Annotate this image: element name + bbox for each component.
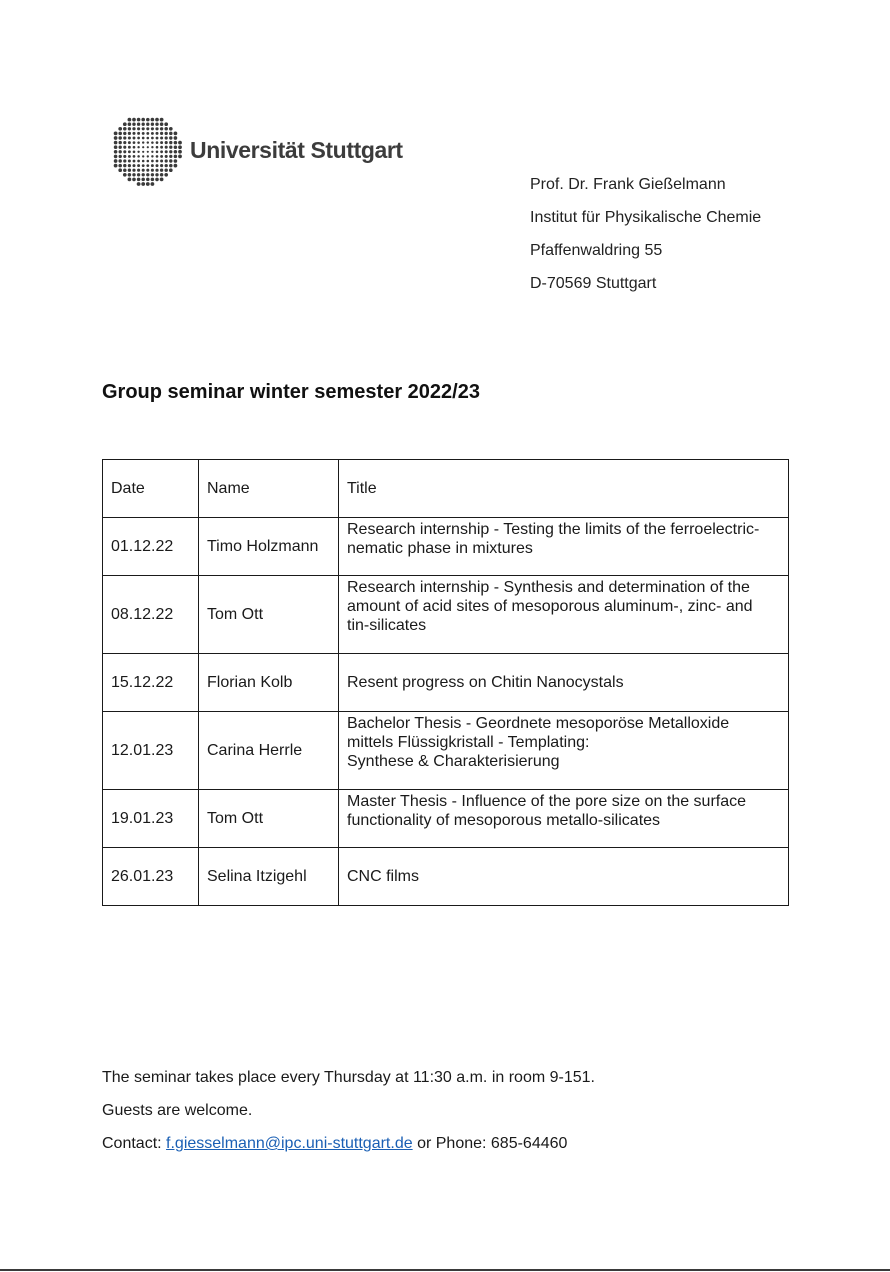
row-title-line: Bachelor Thesis - Geordnete mesoporöse Metalloxide <box>347 715 730 732</box>
row-name: Florian Kolb <box>199 654 339 712</box>
row-title <box>339 848 789 906</box>
contact-email-link[interactable]: f.giesselmann@ipc.uni-stuttgart.de <box>166 1135 413 1152</box>
seminar-schedule-table <box>102 459 789 906</box>
column-header-title: Title <box>339 460 789 518</box>
row-title <box>339 576 789 654</box>
row-title-line: Master Thesis - Influence of the pore size on the surface <box>347 793 747 810</box>
guests-note: Guests are welcome. <box>102 1102 253 1119</box>
row-title <box>339 654 789 712</box>
row-date: 12.01.23 <box>103 712 199 790</box>
bottom-divider <box>0 1269 890 1271</box>
row-title-line: nematic phase in mixtures <box>347 540 533 557</box>
row-title <box>339 790 789 848</box>
address-line-street: Pfaffenwaldring 55 <box>530 242 663 259</box>
table-row <box>103 518 789 576</box>
row-title-line: Research internship - Testing the limits of the ferroelectric- <box>347 521 760 538</box>
contact-line <box>102 1132 595 1165</box>
row-date: 01.12.22 <box>103 518 199 576</box>
row-name: Carina Herrle <box>199 712 339 790</box>
contact-label: Contact: <box>102 1135 167 1152</box>
table-row <box>103 576 789 654</box>
row-title <box>339 518 789 576</box>
address-block <box>530 172 761 304</box>
row-title-line: functionality of mesoporous metallo-silicates <box>347 812 661 829</box>
university-logo <box>108 112 403 188</box>
row-title-line: mittels Flüssigkristall - Templating: <box>347 734 590 751</box>
university-emblem-icon <box>108 112 184 188</box>
table-row <box>103 848 789 906</box>
row-name: Tom Ott <box>199 790 339 848</box>
row-name: Tom Ott <box>199 576 339 654</box>
table-header-row <box>103 460 789 518</box>
row-title-line: Resent progress on Chitin Nanocystals <box>347 674 624 691</box>
page-title: Group seminar winter semester 2022/23 <box>102 381 480 403</box>
address-line-institute: Institut für Physikalische Chemie <box>530 209 762 226</box>
address-line-city: D-70569 Stuttgart <box>530 275 657 292</box>
row-title <box>339 712 789 790</box>
row-date: 26.01.23 <box>103 848 199 906</box>
contact-phone: or Phone: 685-64460 <box>412 1135 568 1152</box>
table-row <box>103 654 789 712</box>
address-line-name: Prof. Dr. Frank Gießelmann <box>530 176 726 193</box>
row-title-line: CNC films <box>347 868 419 885</box>
row-date: 08.12.22 <box>103 576 199 654</box>
logo-wordmark: Universität Stuttgart <box>190 136 403 163</box>
row-name: Selina Itzigehl <box>199 848 339 906</box>
row-title-line: amount of acid sites of mesoporous aluminum-, zinc- and <box>347 598 753 615</box>
row-title-line: tin-silicates <box>347 617 427 634</box>
footer-notes <box>102 1066 595 1165</box>
column-header-date: Date <box>103 460 199 518</box>
row-title-line: Synthese & Charakterisierung <box>347 753 560 770</box>
column-header-name: Name <box>199 460 339 518</box>
table-row <box>103 790 789 848</box>
table-row <box>103 712 789 790</box>
row-title-line: Research internship - Synthesis and determination of the <box>347 579 750 596</box>
schedule-note: The seminar takes place every Thursday at 11:30 a.m. in room 9-151. <box>102 1069 595 1086</box>
row-date: 19.01.23 <box>103 790 199 848</box>
row-date: 15.12.22 <box>103 654 199 712</box>
row-name: Timo Holzmann <box>199 518 339 576</box>
